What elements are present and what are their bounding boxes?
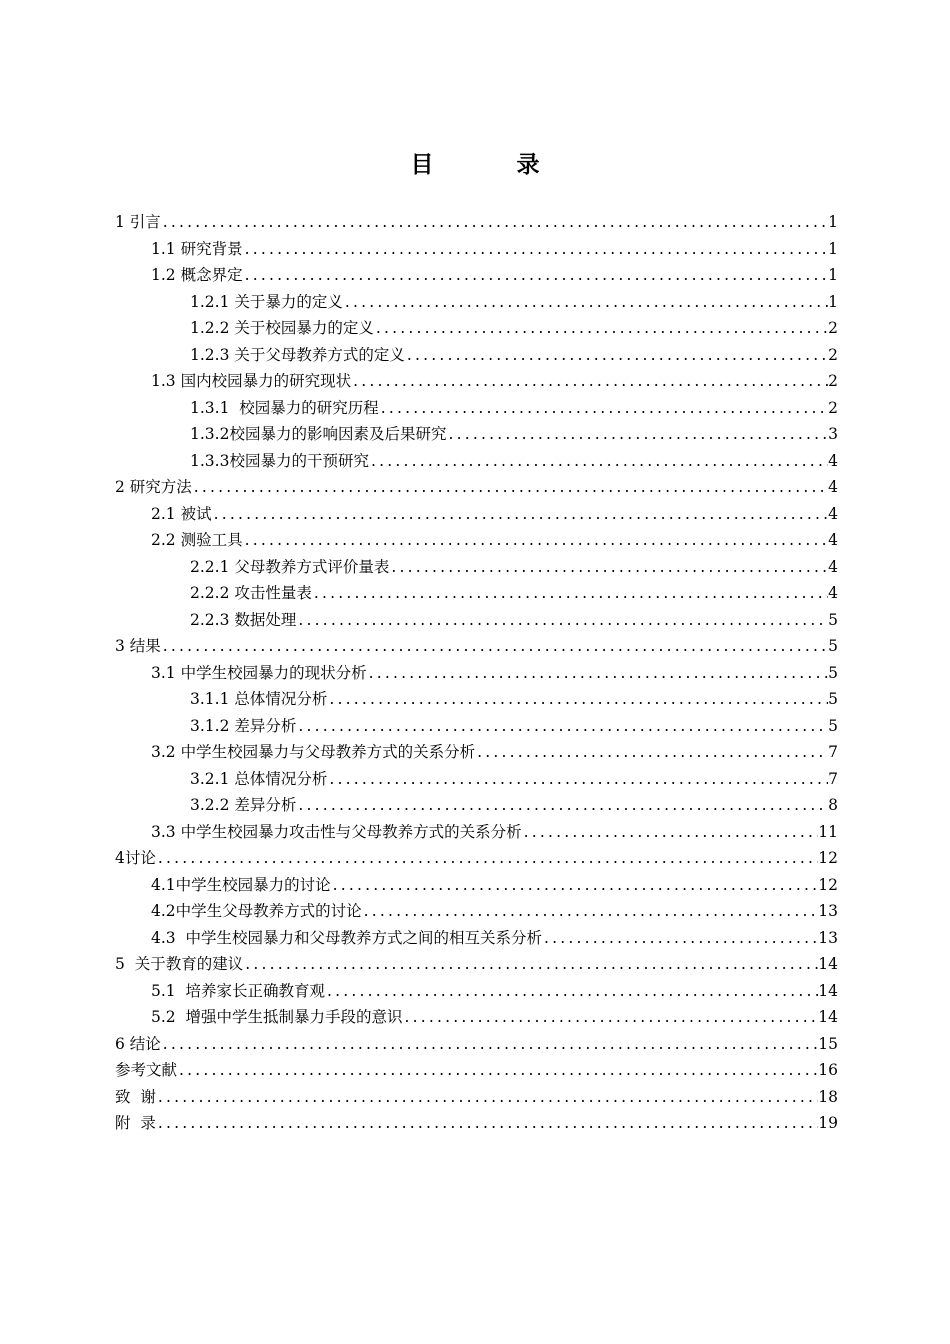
toc-dot-leader: [161, 209, 828, 236]
toc-entry-title: 3.2.1 总体情况分析: [190, 769, 328, 788]
toc-dot-leader: [161, 1031, 818, 1058]
toc-entry[interactable]: [115, 1084, 838, 1111]
toc-entry[interactable]: [115, 951, 838, 978]
toc-entry-title: 3 结果: [115, 637, 161, 655]
toc-entry-title: 4.2中学生父母教养方式的讨论: [151, 902, 362, 920]
toc-dot-leader: [296, 607, 828, 634]
toc-entry[interactable]: [115, 342, 838, 369]
toc-dot-leader: [156, 1084, 818, 1111]
toc-dot-leader: [296, 792, 828, 819]
toc-entry-page-number: 5: [828, 690, 838, 708]
toc-entry[interactable]: [115, 209, 838, 236]
toc-dot-leader: [403, 1004, 819, 1031]
toc-entry-page-number: 1: [828, 213, 838, 231]
toc-entry-page-number: 2: [828, 319, 838, 337]
toc-entry-title: 2.2.3 数据处理: [190, 610, 297, 629]
toc-entry-page-number: 16: [818, 1061, 838, 1079]
toc-entry[interactable]: [115, 792, 838, 819]
toc-entry-title: 3.1 中学生校园暴力的现状分析: [151, 663, 367, 682]
toc-dot-leader: [243, 951, 818, 978]
toc-entry-page-number: 4: [828, 584, 838, 602]
toc-entry-title: 5.1 培养家长正确教育观: [151, 981, 326, 1000]
toc-entry[interactable]: [115, 421, 838, 448]
toc-entry-page-number: 4: [828, 531, 838, 549]
toc-entry[interactable]: [115, 1004, 838, 1031]
toc-dot-leader: [446, 421, 828, 448]
toc-entry[interactable]: [115, 633, 838, 660]
toc-dot-leader: [374, 315, 828, 342]
toc-entry-title: 1.2.2 关于校园暴力的定义: [190, 319, 374, 337]
toc-entry-title: 3.1.2 差异分析: [190, 716, 297, 735]
toc-entry-page-number: 1: [828, 239, 838, 258]
toc-entry[interactable]: [115, 554, 838, 581]
toc-dot-leader: [351, 368, 828, 395]
toc-dot-leader: [362, 898, 819, 925]
toc-entry-page-number: 14: [818, 981, 838, 1000]
toc-entry[interactable]: [115, 395, 838, 422]
toc-entry-title: 1.2 概念界定: [151, 266, 243, 284]
toc-entry-page-number: 14: [818, 955, 838, 973]
toc-dot-leader: [327, 686, 828, 713]
toc-dot-leader: [343, 289, 828, 316]
toc-entry-page-number: 4: [828, 478, 838, 496]
toc-dot-leader: [156, 1110, 818, 1137]
toc-entry-title: 参考文献: [115, 1061, 178, 1079]
toc-dot-leader: [367, 660, 829, 687]
toc-entry[interactable]: [115, 1057, 838, 1084]
toc-entry[interactable]: [115, 739, 838, 766]
toc-entry[interactable]: [115, 660, 838, 687]
toc-entry[interactable]: [115, 978, 838, 1005]
toc-entry-page-number: 5: [828, 663, 838, 682]
toc-entry-title: 4.1中学生校园暴力的讨论: [151, 875, 331, 894]
toc-dot-leader: [243, 236, 829, 263]
toc-dot-leader: [522, 819, 819, 846]
toc-dot-leader: [212, 501, 829, 528]
toc-entry[interactable]: [115, 1110, 838, 1137]
toc-entry-page-number: 19: [818, 1114, 838, 1132]
toc-dot-leader: [325, 978, 818, 1005]
toc-entry-title: 1.3.3校园暴力的干预研究: [190, 451, 369, 470]
toc-entry-title: 5 关于教育的建议: [115, 955, 244, 973]
toc-entry[interactable]: [115, 289, 838, 316]
toc-entry[interactable]: [115, 925, 838, 952]
toc-entry-title: 2.2 测验工具: [151, 531, 243, 549]
toc-entry-title: 1.2.1 关于暴力的定义: [190, 292, 343, 311]
toc-entry-title: 3.2.2 差异分析: [190, 796, 297, 814]
toc-entry-page-number: 8: [828, 796, 838, 814]
toc-dot-leader: [156, 845, 818, 872]
toc-entry-title: 4.3 中学生校园暴力和父母教养方式之间的相互关系分析: [151, 928, 543, 947]
toc-entry-page-number: 4: [828, 557, 838, 576]
toc-entry[interactable]: [115, 527, 838, 554]
toc-entry-title: 2.1 被试: [151, 504, 212, 523]
toc-entry[interactable]: [115, 1031, 838, 1058]
toc-entry-page-number: 15: [818, 1034, 838, 1053]
toc-entry-page-number: 11: [818, 822, 838, 841]
toc-entry-page-number: 3: [828, 425, 838, 443]
toc-dot-leader: [327, 766, 828, 793]
toc-dot-leader: [475, 739, 828, 766]
toc-dot-leader: [192, 474, 828, 501]
toc-entry[interactable]: [115, 872, 838, 899]
toc-entry-title: 3.1.1 总体情况分析: [190, 690, 328, 708]
toc-entry[interactable]: [115, 474, 838, 501]
toc-entry-page-number: 18: [818, 1087, 838, 1106]
toc-entry-page-number: 7: [828, 743, 838, 761]
page-title: 目 录: [410, 152, 570, 178]
toc-entry-title: 2.2.1 父母教养方式评价量表: [190, 557, 390, 576]
toc-entry[interactable]: [115, 580, 838, 607]
toc-entry-title: 3.3 中学生校园暴力攻击性与父母教养方式的关系分析: [151, 822, 522, 841]
toc-entry[interactable]: [115, 845, 838, 872]
toc-dot-leader: [542, 925, 818, 952]
toc-entry-title: 致 谢: [115, 1087, 156, 1106]
toc-entry-title: 5.2 增强中学生抵制暴力手段的意识: [151, 1008, 403, 1026]
toc-dot-leader: [177, 1057, 818, 1084]
toc-dot-leader: [296, 713, 828, 740]
toc-dot-leader: [405, 342, 828, 369]
toc-entry-page-number: 2: [828, 372, 838, 390]
toc-entry-title: 1.3 国内校园暴力的研究现状: [151, 372, 352, 390]
toc-entry-page-number: 5: [828, 637, 838, 655]
toc-entry-page-number: 1: [828, 266, 838, 284]
toc-entry-page-number: 4: [828, 451, 838, 470]
toc-entry-title: 1.3.1 校园暴力的研究历程: [190, 398, 379, 417]
toc-entry[interactable]: [115, 898, 838, 925]
toc-entry-page-number: 5: [828, 610, 838, 629]
toc-entry-page-number: 7: [828, 769, 838, 788]
toc-entry-page-number: 5: [828, 716, 838, 735]
toc-entry[interactable]: [115, 448, 838, 475]
toc-dot-leader: [243, 527, 829, 554]
toc-entry-title: 1 引言: [115, 213, 161, 231]
toc-entry-title: 2.2.2 攻击性量表: [190, 584, 312, 602]
toc-entry[interactable]: [115, 315, 838, 342]
toc-entry-title: 1.3.2校园暴力的影响因素及后果研究: [190, 425, 447, 443]
toc-entry[interactable]: [115, 501, 838, 528]
toc-entry-title: 6 结论: [115, 1034, 161, 1053]
toc-entry[interactable]: [115, 766, 838, 793]
toc-entry-page-number: 1: [828, 292, 838, 311]
toc-entry-page-number: 12: [818, 849, 838, 867]
toc-entry-page-number: 12: [818, 875, 838, 894]
toc-entry-page-number: 2: [828, 398, 838, 417]
toc-entry-page-number: 2: [828, 345, 838, 364]
toc-entry[interactable]: [115, 607, 838, 634]
toc-dot-leader: [243, 262, 829, 289]
toc-entry-page-number: 14: [818, 1008, 838, 1026]
toc-entry-title: 1.1 研究背景: [151, 239, 243, 258]
toc-entry-title: 2 研究方法: [115, 478, 192, 496]
toc-dot-leader: [369, 448, 828, 475]
toc-entry-page-number: 4: [828, 504, 838, 523]
toc-entry-title: 4讨论: [115, 849, 156, 867]
toc-entry-page-number: 13: [818, 928, 838, 947]
toc-entry-page-number: 13: [818, 902, 838, 920]
toc-entry-title: 3.2 中学生校园暴力与父母教养方式的关系分析: [151, 743, 476, 761]
toc-dot-leader: [389, 554, 828, 581]
toc-entry-title: 附 录: [115, 1114, 156, 1132]
toc-entry[interactable]: [115, 686, 838, 713]
toc-dot-leader: [161, 633, 828, 660]
toc-entry[interactable]: [115, 236, 838, 263]
toc-entry-title: 1.2.3 关于父母教养方式的定义: [190, 345, 405, 364]
toc-entry[interactable]: [115, 262, 838, 289]
toc-entry[interactable]: [115, 819, 838, 846]
toc-dot-leader: [312, 580, 828, 607]
table-of-contents: [115, 209, 838, 1137]
toc-dot-leader: [331, 872, 819, 899]
toc-entry[interactable]: [115, 368, 838, 395]
toc-entry[interactable]: [115, 713, 838, 740]
toc-dot-leader: [379, 395, 828, 422]
